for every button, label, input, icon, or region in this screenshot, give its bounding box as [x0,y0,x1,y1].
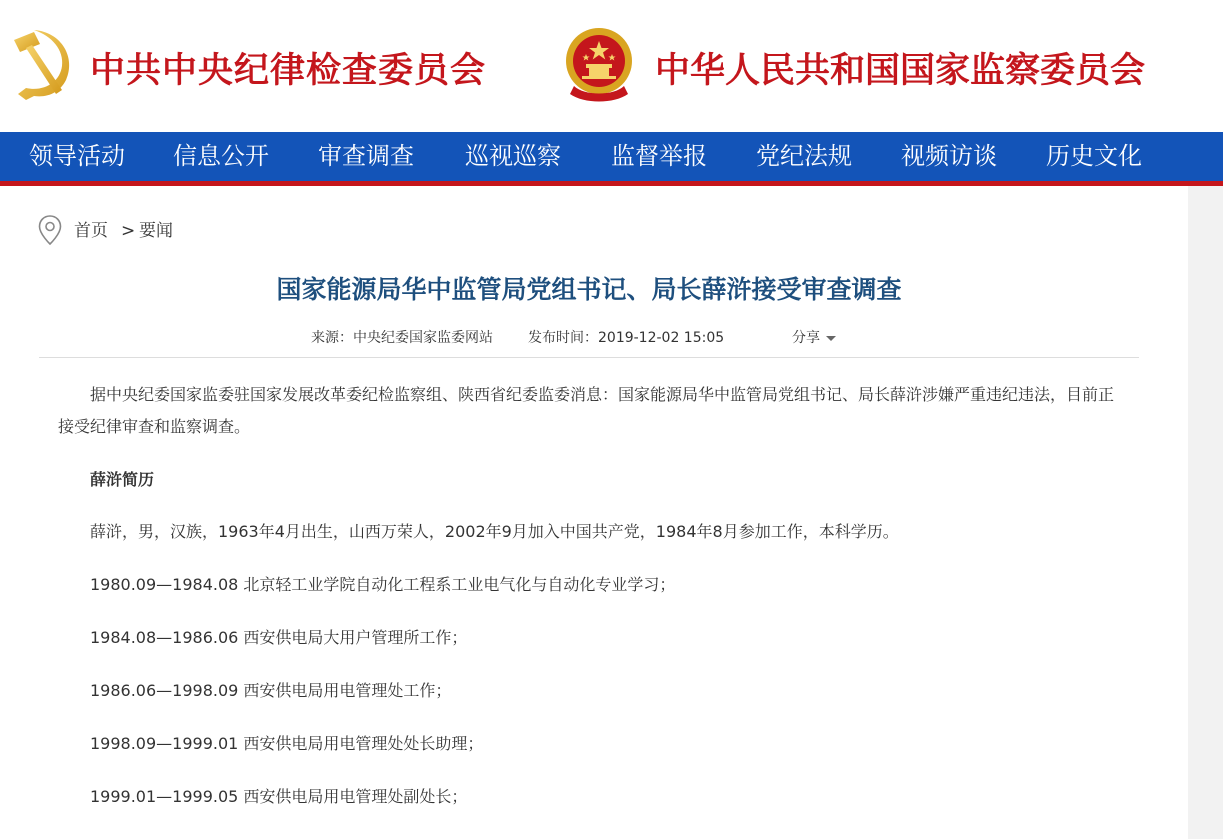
caret-down-icon [826,336,836,341]
national-emblem-icon [562,24,636,102]
article-paragraph-resume-1: 1980.09—1984.08 北京轻工业学院自动化工程系工业电气化与自动化专业学习； [90,575,676,594]
article-divider [39,357,1139,358]
nav-item-report[interactable]: 监督举报 [611,142,707,170]
article-subheading: 薛浒简历 [90,470,155,489]
article-paragraph-resume-3: 1986.06—1998.09 西安供电局用电管理处工作； [90,681,452,700]
location-pin-icon [37,214,63,246]
header-title-commission: 中共中央纪律检查委员会 [90,50,487,91]
nav-item-leadership[interactable]: 领导活动 [29,142,125,170]
breadcrumb-current-link[interactable]: 要闻 [139,221,173,241]
breadcrumb-home-link[interactable]: 首页 [74,221,108,241]
article-paragraph-resume-4: 1998.09—1999.01 西安供电局用电管理处处长助理； [90,734,484,753]
nav-item-investigation[interactable]: 审查调查 [318,142,414,170]
breadcrumb-separator: > [121,221,136,241]
nav-item-video[interactable]: 视频访谈 [901,142,997,170]
header-title-supervision: 中华人民共和国国家监察委员会 [655,50,1146,91]
share-button[interactable] [792,328,836,348]
page-side-strip [1188,186,1223,839]
site-header [0,0,1223,132]
article-publish-time: 发布时间：2019-12-02 15:05 [528,330,725,346]
article-paragraph-lead: 据中央纪委国家监委驻国家发展改革委纪检监察组、陕西省纪委监委消息：国家能源局华中监管局党组书记、局长薛浒涉嫌严重违纪违法，目前正接受纪律审查和监察调查。 [58,385,1115,436]
article-source: 来源：中央纪委国家监委网站 [311,330,493,346]
nav-item-disclosure[interactable]: 信息公开 [173,142,269,170]
article-paragraph-resume-2: 1984.08—1986.06 西安供电局大用户管理所工作； [90,628,468,647]
article-paragraph-resume-5: 1999.01—1999.05 西安供电局用电管理处副处长； [90,787,468,806]
party-emblem-icon [4,26,76,100]
nav-item-inspection[interactable]: 巡视巡察 [465,142,561,170]
article-paragraph-bio: 薛浒，男，汉族，1963年4月出生，山西万荣人，2002年9月加入中国共产党，1984年8月参加工作，本科学历。 [90,522,899,541]
nav-item-history[interactable]: 历史文化 [1046,142,1142,170]
main-nav [0,132,1223,186]
share-label: 分享 [792,330,820,346]
article-title: 国家能源局华中监管局党组书记、局长薛浒接受审查调查 [276,275,902,304]
nav-item-regulations[interactable]: 党纪法规 [756,142,852,170]
